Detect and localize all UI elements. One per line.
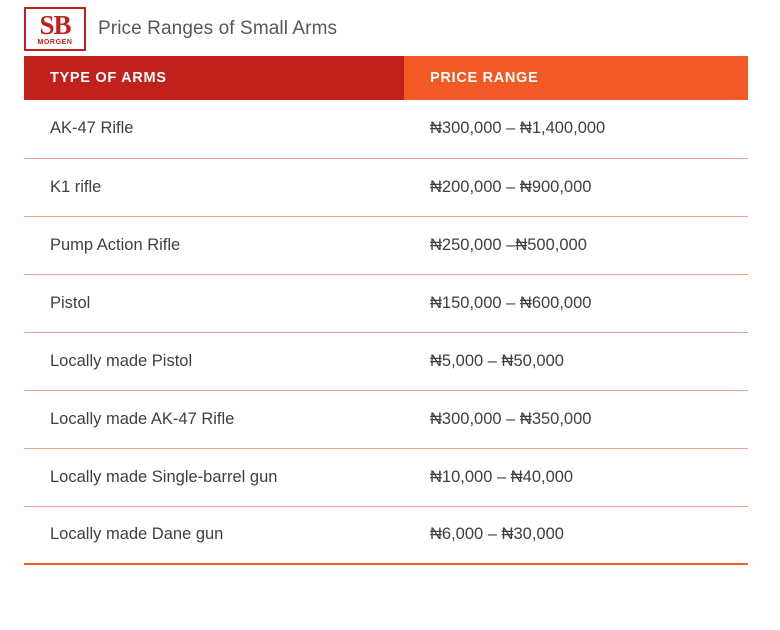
logo-monogram: SB bbox=[39, 9, 71, 40]
price-ranges-table bbox=[24, 56, 748, 565]
table-row bbox=[24, 332, 748, 390]
cell-price-range: ₦300,000 – ₦350,000 bbox=[404, 390, 748, 448]
sb-morgen-logo bbox=[24, 7, 86, 51]
cell-price-range: ₦5,000 – ₦50,000 bbox=[404, 332, 748, 390]
cell-price-range: ₦250,000 –₦500,000 bbox=[404, 216, 748, 274]
cell-type-of-arms: Locally made Dane gun bbox=[24, 506, 404, 564]
cell-type-of-arms: Locally made AK-47 Rifle bbox=[24, 390, 404, 448]
column-header-price-range: PRICE RANGE bbox=[404, 56, 748, 100]
document-header bbox=[24, 6, 337, 52]
cell-price-range: ₦200,000 – ₦900,000 bbox=[404, 158, 748, 216]
table-head bbox=[24, 56, 748, 100]
cell-type-of-arms: Pump Action Rifle bbox=[24, 216, 404, 274]
cell-type-of-arms: Locally made Pistol bbox=[24, 332, 404, 390]
cell-price-range: ₦300,000 – ₦1,400,000 bbox=[404, 100, 748, 158]
cell-price-range: ₦6,000 – ₦30,000 bbox=[404, 506, 748, 564]
table-row bbox=[24, 390, 748, 448]
page-title: Price Ranges of Small Arms bbox=[98, 18, 338, 39]
table-row bbox=[24, 274, 748, 332]
cell-price-range: ₦10,000 – ₦40,000 bbox=[404, 448, 748, 506]
cell-type-of-arms: Locally made Single-barrel gun bbox=[24, 448, 404, 506]
table-row bbox=[24, 448, 748, 506]
table-header-row bbox=[24, 56, 748, 100]
cell-type-of-arms: AK-47 Rifle bbox=[24, 100, 404, 158]
cell-type-of-arms: K1 rifle bbox=[24, 158, 404, 216]
cell-price-range: ₦150,000 – ₦600,000 bbox=[404, 274, 748, 332]
table-row bbox=[24, 216, 748, 274]
table-row bbox=[24, 506, 748, 564]
logo-wordmark: MORGEN bbox=[37, 38, 73, 46]
cell-type-of-arms: Pistol bbox=[24, 274, 404, 332]
table-body bbox=[24, 100, 748, 564]
table-row bbox=[24, 100, 748, 158]
table-row bbox=[24, 158, 748, 216]
column-header-type-of-arms: TYPE OF ARMS bbox=[24, 56, 404, 100]
